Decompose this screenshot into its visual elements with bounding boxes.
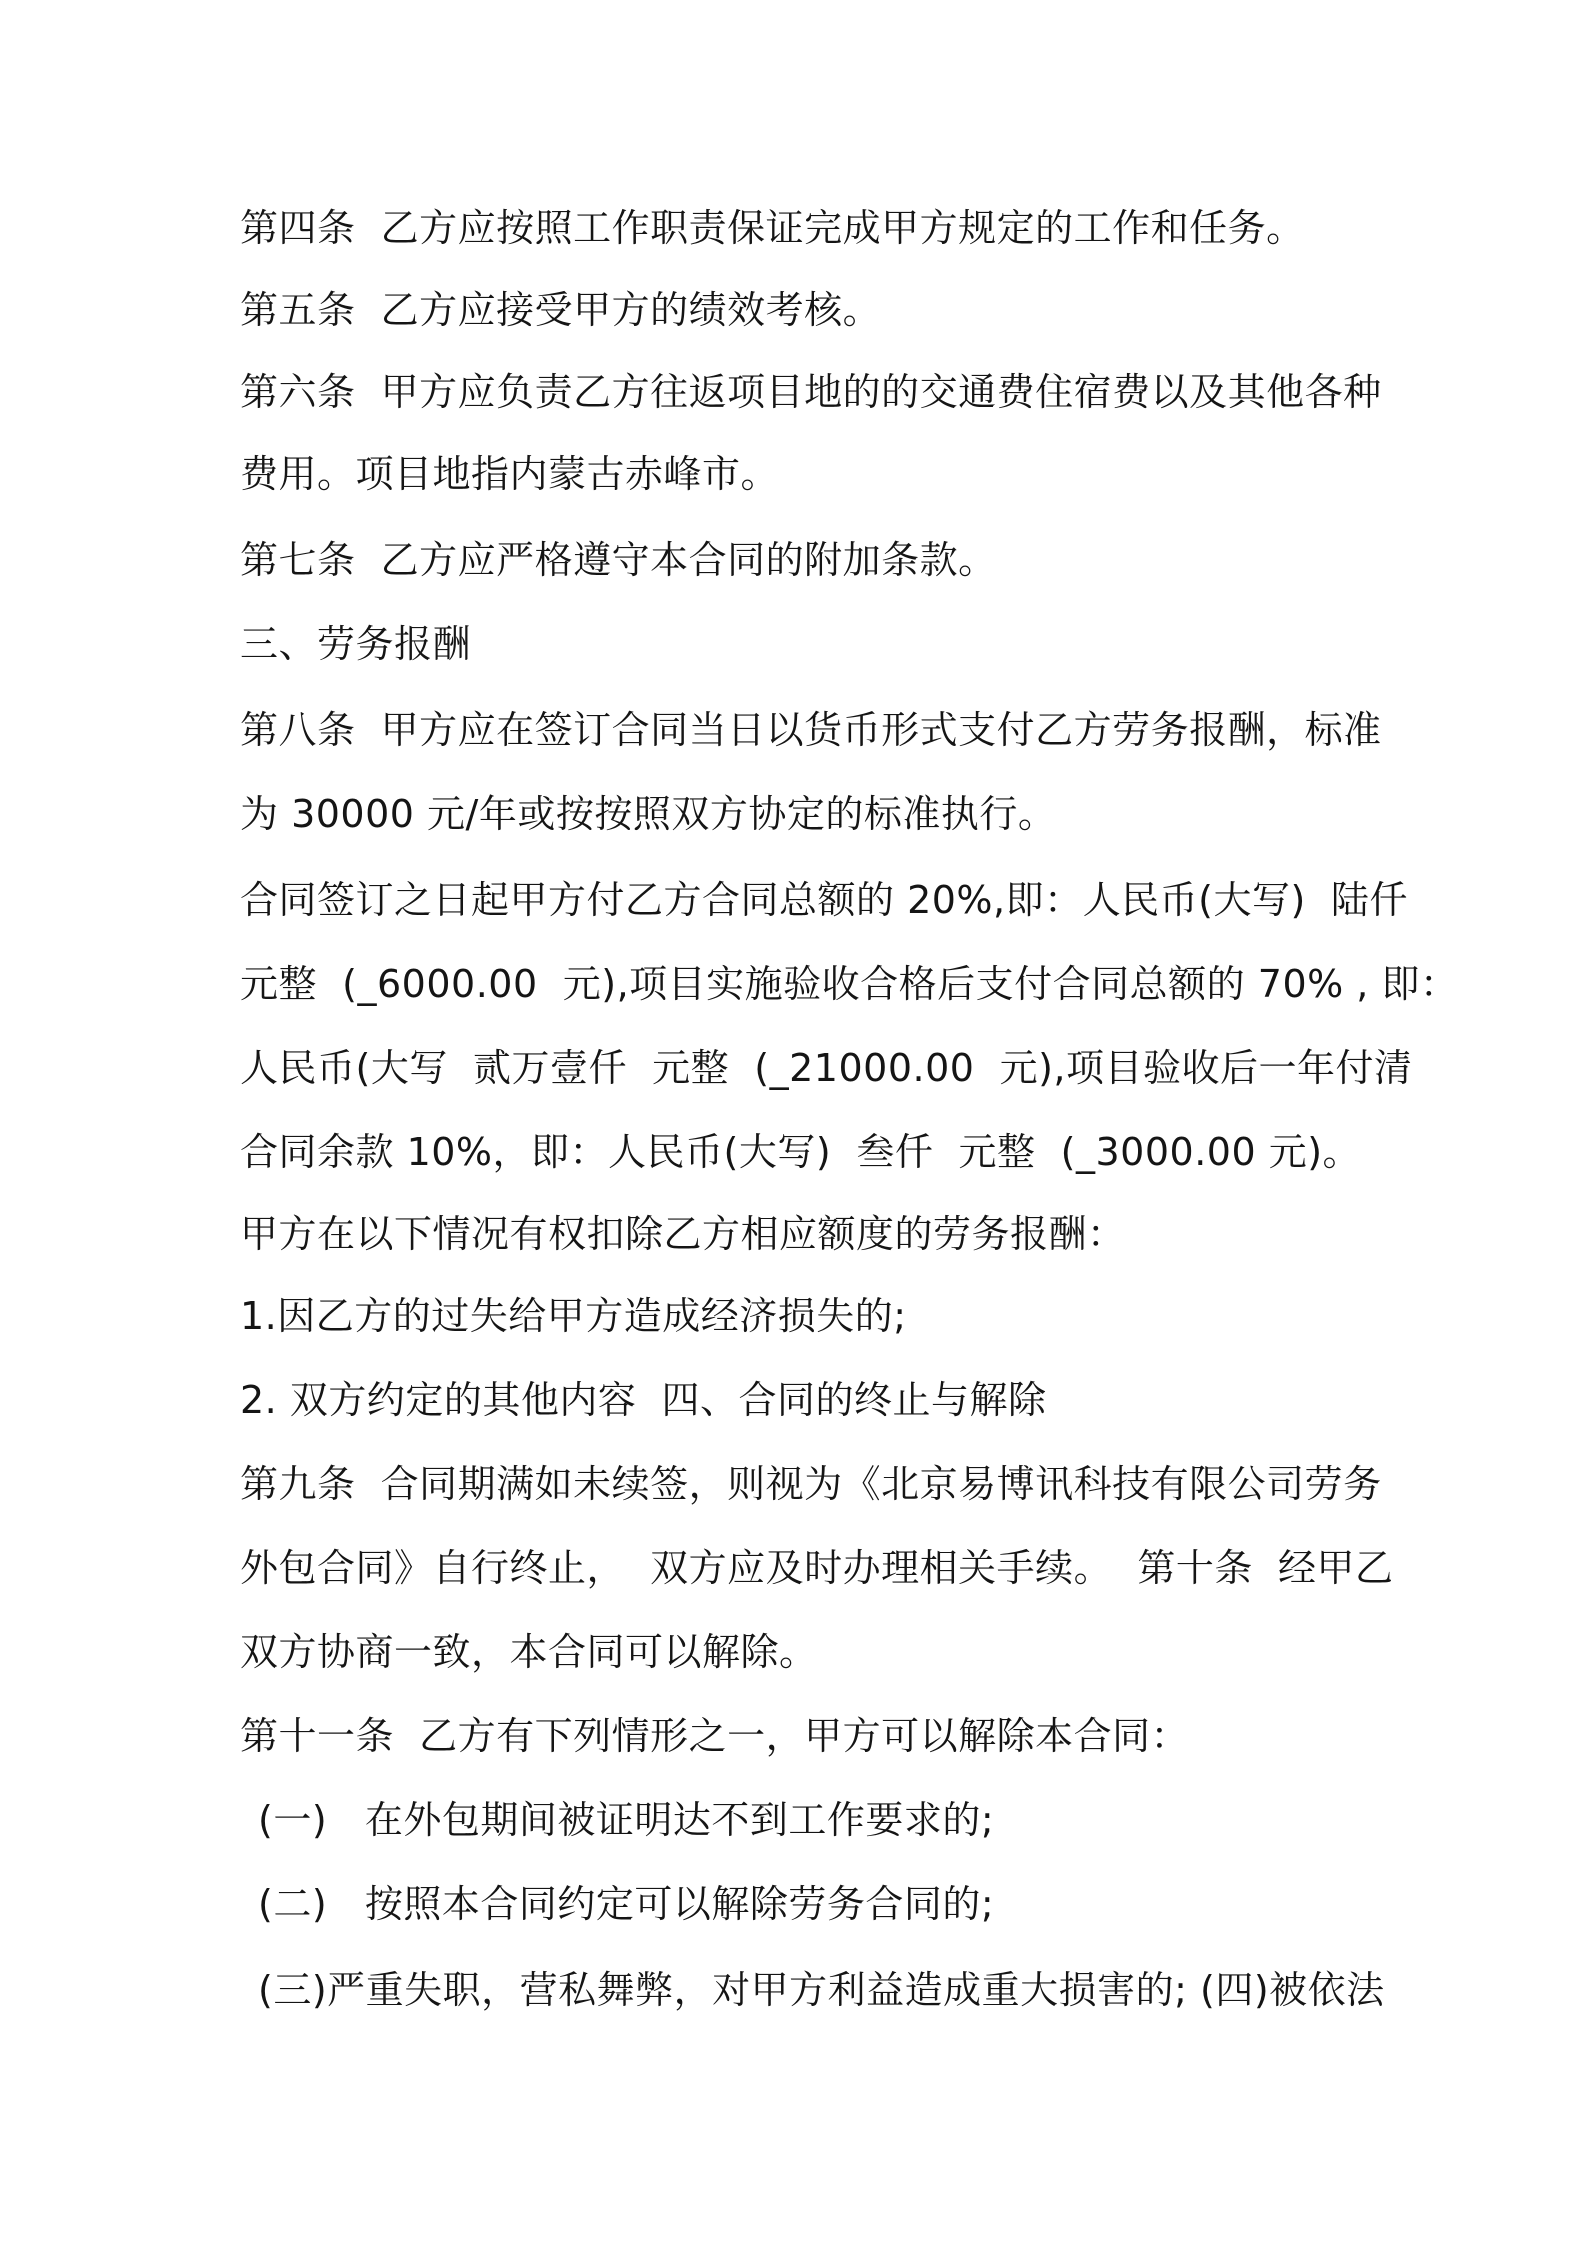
text-line-article-6-cont: 费用。项目地指内蒙古赤峰市。 xyxy=(240,452,780,496)
text-line-article-10-cont: 双方协商一致，本合同可以解除。 xyxy=(240,1630,818,1674)
text-line-item-1: (一) 在外包期间被证明达不到工作要求的; xyxy=(258,1798,995,1842)
text-line-article-9-cont: 外包合同》自行终止， 双方应及时办理相关手续。 第十条 经甲乙 xyxy=(240,1546,1394,1590)
text-line-payment-2: 元整 (_6000.00 元),项目实施验收合格后支付合同总额的 70% , 即： xyxy=(240,962,1459,1006)
text-line-payment-4: 合同余款 10%，即：人民币(大写) 叁仟 元整 (_3000.00 元)。 xyxy=(240,1130,1362,1174)
text-line-payment-1: 合同签订之日起甲方付乙方合同总额的 20%,即：人民币(大写) 陆仟 xyxy=(240,878,1408,922)
text-line-article-7: 第七条 乙方应严格遵守本合同的附加条款。 xyxy=(240,538,997,582)
text-line-deduction-1: 1.因乙方的过失给甲方造成经济损失的; xyxy=(240,1294,907,1338)
text-line-payment-3: 人民币(大写 贰万壹仟 元整 (_21000.00 元),项目验收后一年付清 xyxy=(240,1046,1413,1090)
text-line-article-5: 第五条 乙方应接受甲方的绩效考核。 xyxy=(240,288,882,332)
text-line-article-6: 第六条 甲方应负责乙方往返项目地的的交通费住宿费以及其他各种 xyxy=(240,370,1382,414)
text-line-item-3: (三)严重失职，营私舞弊，对甲方利益造成重大损害的; (四)被依法 xyxy=(258,1968,1385,2012)
text-line-item-2: (二) 按照本合同约定可以解除劳务合同的; xyxy=(258,1882,995,1926)
text-line-article-4: 第四条 乙方应按照工作职责保证完成甲方规定的工作和任务。 xyxy=(240,206,1305,250)
section-heading-remuneration: 三、劳务报酬 xyxy=(240,622,472,666)
text-line-deductions: 甲方在以下情况有权扣除乙方相应额度的劳务报酬： xyxy=(240,1212,1126,1256)
text-line-article-11: 第十一条 乙方有下列情形之一，甲方可以解除本合同： xyxy=(240,1714,1190,1758)
text-line-article-8-cont: 为 30000 元/年或按按照双方协定的标准执行。 xyxy=(240,792,1057,836)
text-line-article-8: 第八条 甲方应在签订合同当日以货币形式支付乙方劳务报酬，标准 xyxy=(240,708,1382,752)
text-line-deduction-2: 2. 双方约定的其他内容 四、合同的终止与解除 xyxy=(240,1378,1047,1422)
text-line-article-9: 第九条 合同期满如未续签，则视为《北京易博讯科技有限公司劳务 xyxy=(240,1462,1382,1506)
